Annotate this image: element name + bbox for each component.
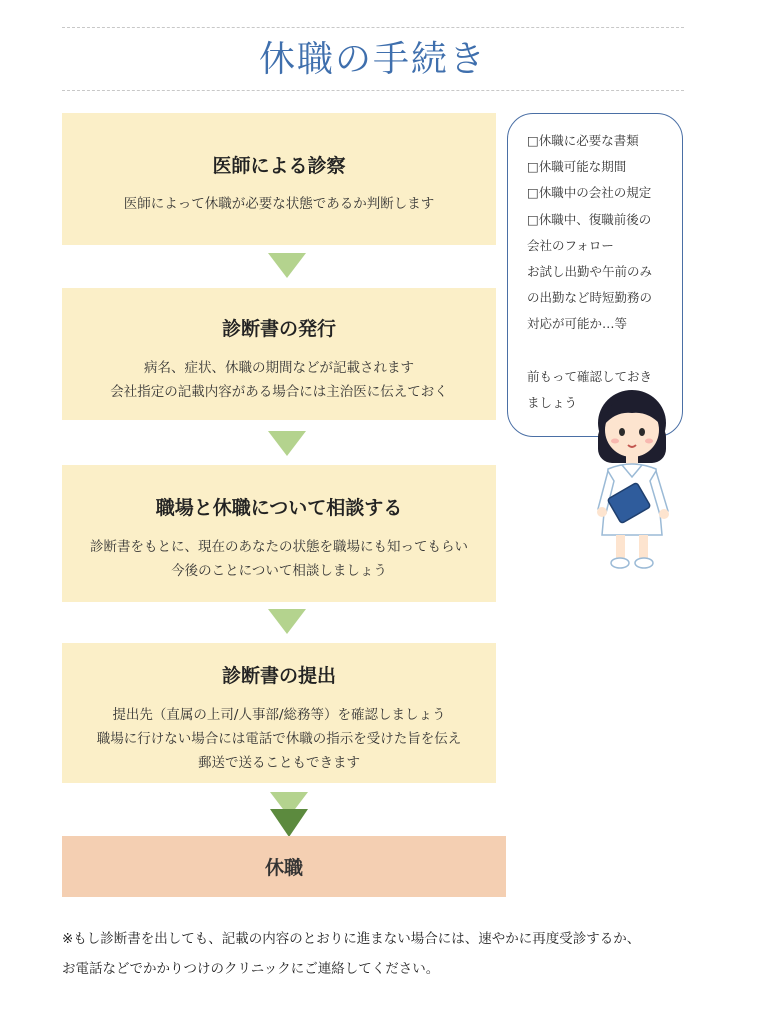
checklist-item: □休職可能な期間	[527, 159, 627, 175]
top-divider	[62, 27, 684, 28]
down-arrow-dark-icon	[270, 809, 308, 837]
step-text: 医師によって休職が必要な状態であるか判断します	[123, 196, 435, 212]
step-text: 会社指定の記載内容がある場合には主治医に伝えておく	[110, 384, 448, 400]
step-heading: 職場と休職について相談する	[155, 497, 403, 519]
title-divider	[62, 90, 684, 91]
footnote-line: ※もし診断書を出しても、記載の内容のとおりに進まない場合には、速やかに再度受診するか、	[62, 931, 641, 947]
step-certificate-submit	[62, 643, 496, 783]
checklist-item: □休職中、復職前後の	[527, 211, 652, 227]
step-text: 診断書をもとに、現在のあなたの状態を職場にも知ってもらい	[90, 539, 468, 555]
step-text: 提出先（直属の上司/人事部/総務等）を確認しましょう	[112, 707, 446, 723]
down-arrow-icon	[268, 431, 306, 456]
step-text: 郵送で送ることもできます	[198, 755, 360, 771]
checklist-item: 会社のフォロー	[527, 237, 614, 253]
step-leave: 休職	[62, 836, 506, 897]
footnote-line: お電話などでかかりつけのクリニックにご連絡してください。	[62, 961, 440, 977]
checklist-item: □休職中の会社の規定	[527, 185, 652, 201]
step-text: 病名、症状、休職の期間などが記載されます	[144, 360, 414, 376]
step-workplace-consult	[62, 465, 496, 602]
step-text: 職場に行けない場合には電話で休職の指示を受けた旨を伝え	[96, 731, 462, 747]
checklist-item: お試し出勤や午前のみ	[527, 264, 653, 280]
step-heading: 診断書の発行	[221, 318, 336, 340]
checklist-item: □休職に必要な書類	[527, 133, 639, 148]
checklist-item: の出勤など時短勤務の	[527, 290, 653, 306]
down-arrow-icon	[268, 609, 306, 634]
down-arrow-icon	[268, 253, 306, 278]
step-medical-exam	[62, 113, 496, 245]
checklist-item: 対応が可能か…等	[527, 316, 628, 332]
step-heading: 診断書の提出	[221, 665, 336, 687]
step-text: 今後のことについて相談しましょう	[171, 563, 387, 579]
checklist-closing: ましょう	[527, 394, 578, 410]
step-certificate-issue	[62, 288, 496, 420]
footnote	[62, 924, 702, 984]
step-heading: 医師による診察	[212, 155, 346, 177]
page-title: 休職の手続き	[258, 39, 487, 80]
nurse-illustration-icon	[584, 385, 684, 575]
checklist-closing: 前もって確認しておき	[527, 368, 653, 384]
